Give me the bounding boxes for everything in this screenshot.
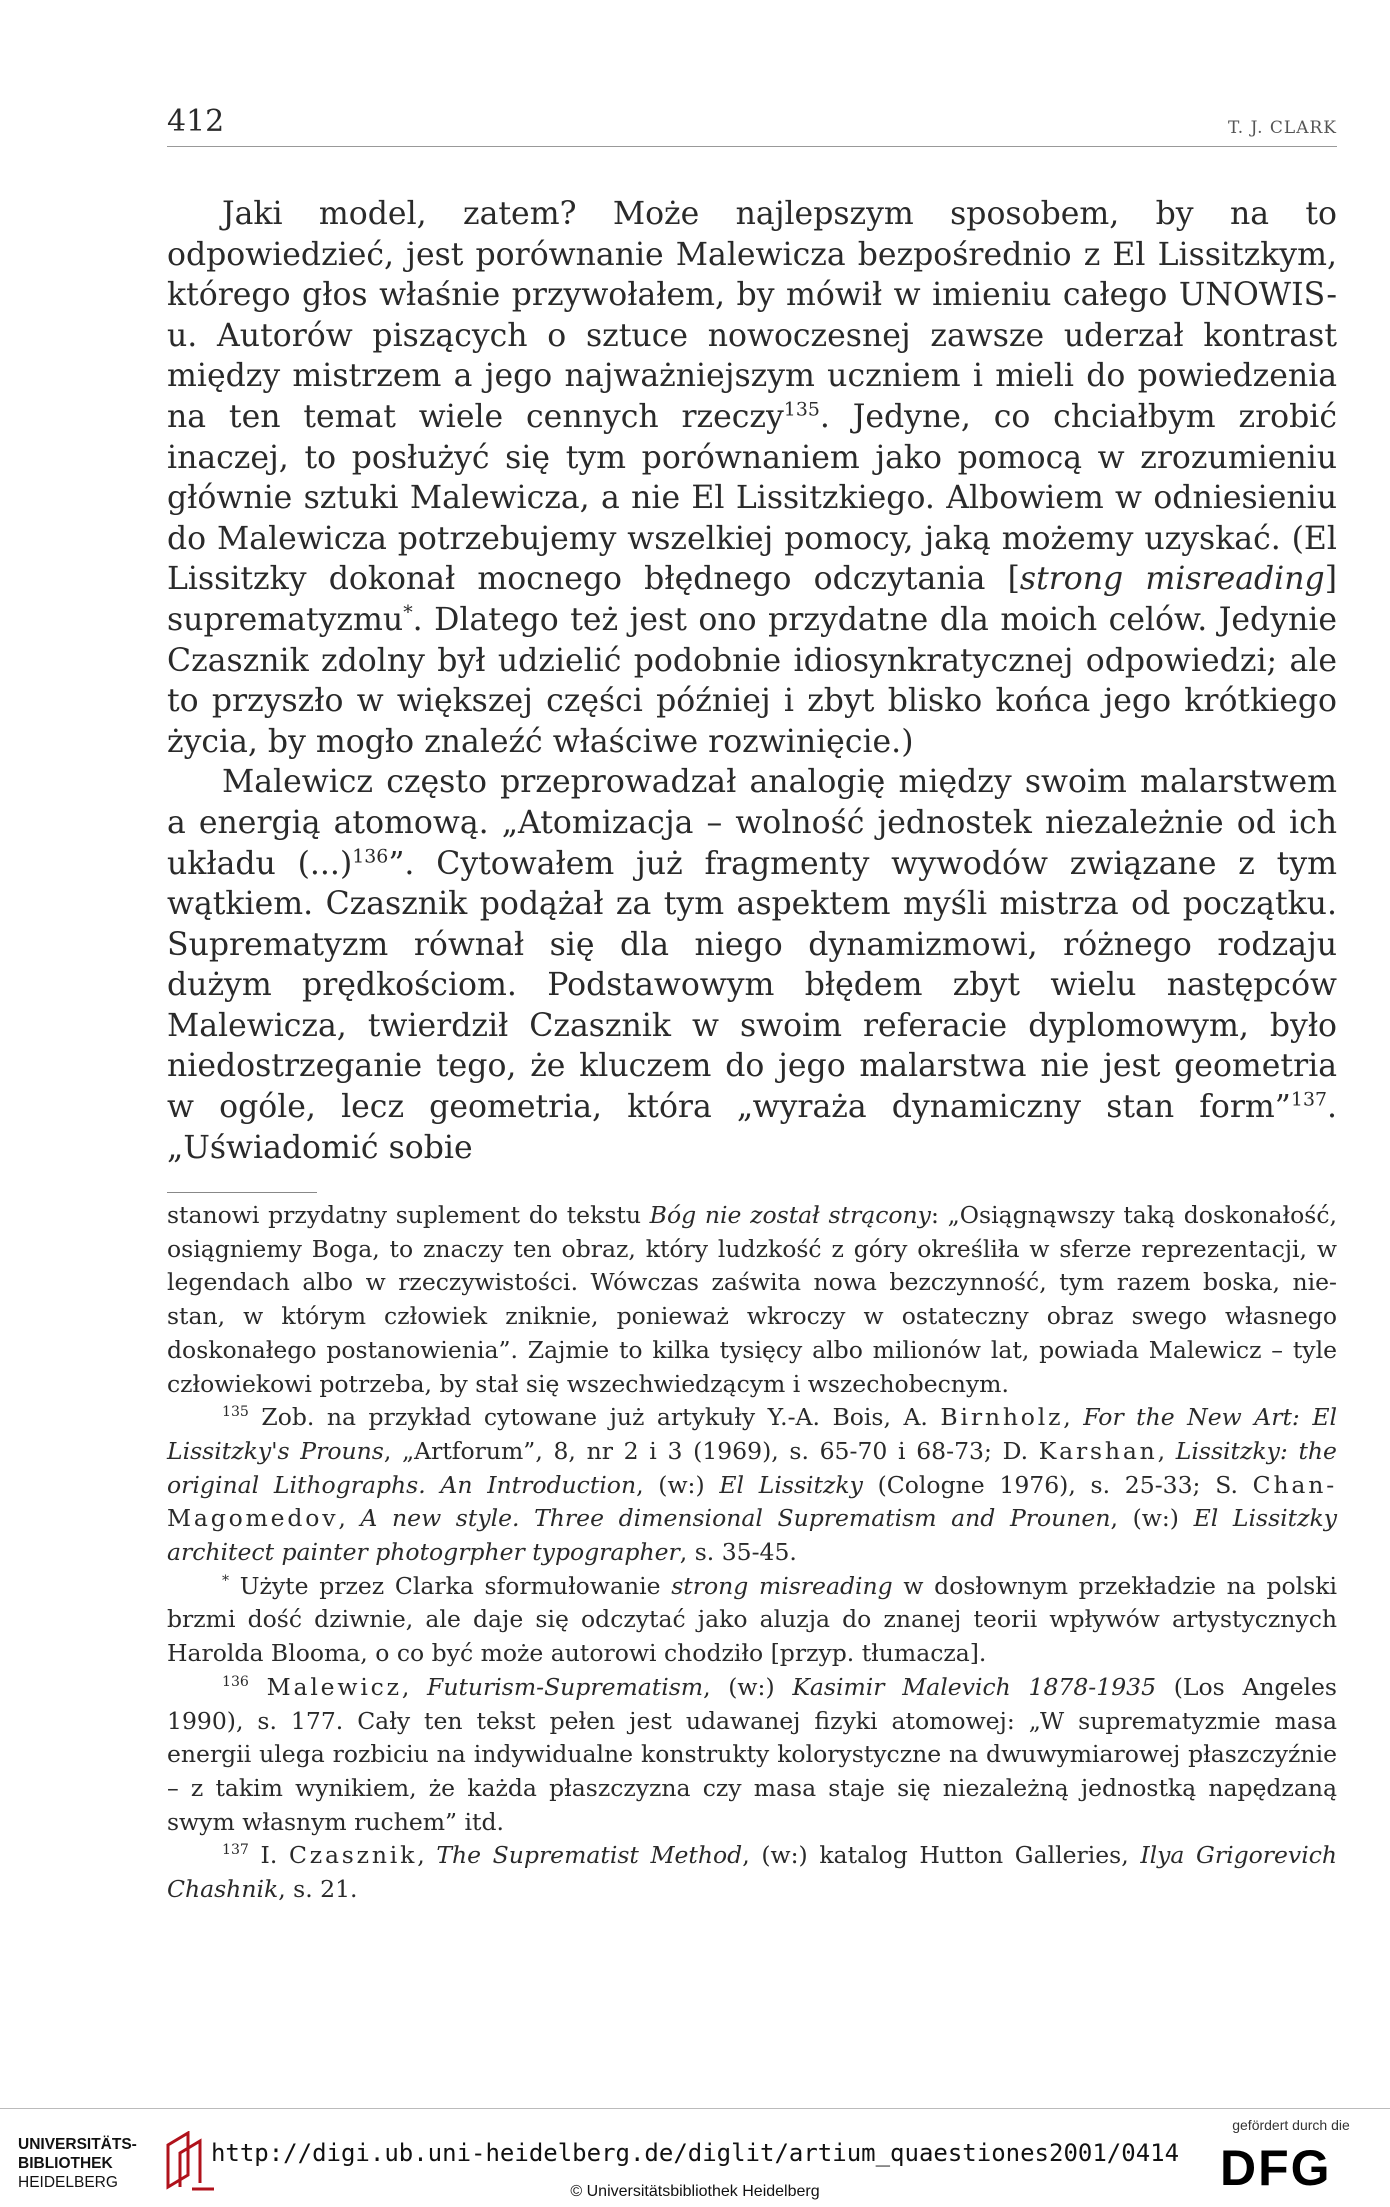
- text-run: , (w:): [636, 1470, 720, 1499]
- text-run: ,: [401, 1672, 428, 1701]
- running-head-author: T. J. CLARK: [1227, 118, 1337, 138]
- page-number: 412: [167, 104, 225, 139]
- author-name: Chan-Magomedov: [167, 1470, 1337, 1533]
- text-run: , (w:): [1110, 1504, 1194, 1533]
- running-header: [167, 104, 1337, 144]
- text-run: ] suprematyzmu: [167, 561, 1337, 638]
- footnote-ref-135[interactable]: 135: [783, 398, 820, 421]
- text-run: ,: [417, 1841, 437, 1870]
- dfg-logo[interactable]: [1216, 2117, 1376, 2201]
- text-run: Malewicz często przeprowadzał analogię między swoim malarstwem a energią atomową. „Atomizacja – wolność jednostek niezależnie od ich układu (...): [167, 764, 1337, 882]
- main-text: [167, 194, 1337, 1168]
- text-run: . „Uświadomić sobie: [167, 1089, 1337, 1166]
- text-run: (Los Angeles 1990), s. 177. Cały ten tekst pełen jest udawanej fizyki atomowej: „W suprematyzmie masa energii ulega rozbiciu na indywidualne konstrukty kolorystyczne na dwuwymiarowej płaszczyźnie – z takim wynikiem, że każda płaszczyzna czy masa staje się niezależną jednostką napędzaną swym własnym ruchem” itd.: [167, 1672, 1337, 1836]
- footnote-number: 137: [222, 1842, 249, 1859]
- author-name: Birnholz: [940, 1403, 1064, 1432]
- permalink[interactable]: http://digi.ub.uni-heidelberg.de/diglit/artium_quaestiones2001/0414: [210, 2139, 1180, 2167]
- text-run: : „Osiągnąwszy taką doskonałość, osiągniemy Boga, to znaczy ten obraz, który ludzkość z góry określiła w sferze reprezentacji, w legendach albo w rzeczywistości. Wówczas zaświta nowa bezczynność, tym razem boska, nie-stan, w którym człowiek zniknie, ponieważ wkroczy w ostateczny obraz swego własnego doskonałego postanowienia”. Zajmie to kilka tysięcy albo milionów lat, powiada Malewicz – tyle człowiekowi potrzeba, by stał się wszechwiedzącym i wszechobecnym.: [167, 1201, 1337, 1398]
- text-run: , (w:) katalog Hutton Galleries,: [742, 1841, 1141, 1870]
- text-run: I.: [248, 1841, 289, 1870]
- text-run: ,: [338, 1504, 361, 1533]
- paragraph-1: [167, 194, 1337, 762]
- text-run: , (w:): [703, 1672, 793, 1701]
- italic-title: El Lissitzky architect painter photogrpher typographer: [167, 1504, 1337, 1567]
- text-run: w dosłownym przekładzie na polski brzmi dość dziwnie, ale daje się odczytać jako aluzja do znanej teorii wpływów artystycznych Harolda Blooma, o co być może autorowi chodziło [przyp. tłumacza].: [167, 1571, 1337, 1668]
- italic-title: A new style. Three dimensional Suprematism and Prounen: [360, 1504, 1111, 1533]
- library-line-3: HEIDELBERG: [18, 2174, 118, 2191]
- funding-note: gefördert durch die: [1232, 2117, 1350, 2133]
- italic-title: Futurism-Suprematism: [427, 1672, 704, 1701]
- dfg-wordmark: DFG: [1220, 2140, 1332, 2196]
- text-run: (Cologne 1976), s. 25-33; S.: [862, 1470, 1253, 1499]
- footnote-number: *: [222, 1572, 230, 1589]
- paragraph-2: [167, 762, 1337, 1168]
- italic-title: The Suprematist Method: [436, 1841, 743, 1870]
- text-run: . Dlatego też jest ono przydatne dla moich celów. Jedynie Czasznik zdolny był udzielić podobnie idiosynkratycznej odpowiedzi; ale to przyszło w większej części później i zbyt blisko końca jego krótkiego życia, by mogło znaleźć właściwe rozwinięcie.): [167, 601, 1337, 760]
- footnote-ref-star[interactable]: *: [403, 601, 413, 624]
- footnote-number: 136: [222, 1674, 249, 1691]
- footnote-135: [167, 1401, 1337, 1570]
- header-rule: [167, 146, 1337, 147]
- text-run: , „Artforum”, 8, nr 2 i 3 (1969), s. 65-70 i 68-73; D.: [383, 1436, 1039, 1465]
- footnote-136: [167, 1671, 1337, 1840]
- italic-phrase: strong misreading: [671, 1571, 893, 1600]
- copyright-notice: © Universitätsbibliothek Heidelberg: [570, 2183, 820, 2200]
- text-run: ,: [1063, 1403, 1084, 1432]
- footnotes: [167, 1199, 1337, 1907]
- footnote-separator: [167, 1192, 317, 1193]
- author-name: Karshan: [1038, 1436, 1158, 1465]
- footnote-star: [167, 1570, 1337, 1671]
- text-run: stanowi przydatny suplement do tekstu: [167, 1201, 650, 1229]
- author-name: Czasznik: [288, 1841, 418, 1870]
- text-run: ”. Cytowałem już fragmenty wywodów związane z tym wątkiem. Czasznik podążał za tym aspektem myśli mistrza od początku. Suprematyzm równał się dla niego dynamizmowi, różnego rodzaju dużym prędkościom. Podstawowym błędem zbyt wielu następców Malewicza, twierdził Czasznik w swoim referacie dyplomowym, było niedostrzeganie tego, że kluczem do jego malarstwa nie jest geometria w ogóle, lecz geometria, która „wyraża dynamiczny stan form”: [167, 845, 1337, 1126]
- italic-title: For the New Art: El Lissitzky's Prouns: [167, 1403, 1337, 1465]
- text-run: ,: [1157, 1436, 1176, 1465]
- library-line-1: UNIVERSITÄTS-: [18, 2136, 137, 2153]
- footnote-137: [167, 1839, 1337, 1906]
- footnote-number: 135: [222, 1404, 249, 1421]
- footnote-ref-136[interactable]: 136: [352, 845, 389, 867]
- italic-title: El Lissitzky: [719, 1470, 863, 1499]
- text-run: Zob. na przykład cytowane już artykuły Y.-A. Bois, A.: [248, 1403, 941, 1432]
- digitization-footer: [0, 2108, 1390, 2207]
- text-run: . Jedyne, co chciałbym zrobić inaczej, to posłużyć się tym porównaniem jako pomocą w zrozumieniu głównie sztuki Malewicza, a nie El Lissitzkiego. Albowiem w odniesieniu do Malewicza potrzebujemy wszelkiej pomocy, jaką możemy uzyskać. (El Lissitzky dokonał mocnego błędnego odczytania [: [167, 398, 1337, 598]
- italic-phrase: strong misreading: [1019, 561, 1325, 598]
- italic-title: Ilya Grigorevich Chashnik: [167, 1841, 1338, 1904]
- text-run: Jaki model, zatem? Może najlepszym sposobem, by na to odpowiedzieć, jest porównanie Malewicza bezpośrednio z El Lissitzkym, którego głos właśnie przywołałem, by mówił w imieniu całego UNOWIS-u. Autorów piszących o sztuce nowoczesnej zawsze uderzał kontrast między mistrzem a jego najważniejszym uczniem i mieli do powiedzenia na ten temat wiele cennych rzeczy: [167, 196, 1337, 435]
- author-name: Malewicz: [266, 1672, 402, 1701]
- text-run: , s. 21.: [278, 1875, 358, 1904]
- italic-title: Kasimir Malevich 1878-1935: [792, 1672, 1157, 1701]
- italic-title: Lissitzky: the original Lithographs. An Introduction: [167, 1436, 1337, 1499]
- library-line-2: BIBLIOTHEK: [18, 2155, 113, 2172]
- text-run: , s. 35-45.: [679, 1538, 797, 1567]
- text-run: Użyte przez Clarka sformułowanie: [229, 1571, 672, 1600]
- text-run: [249, 1673, 267, 1701]
- italic-title: Bóg nie został strącony: [649, 1201, 931, 1229]
- footnote-continuation: [167, 1199, 1337, 1401]
- footnote-ref-137[interactable]: 137: [1290, 1088, 1327, 1111]
